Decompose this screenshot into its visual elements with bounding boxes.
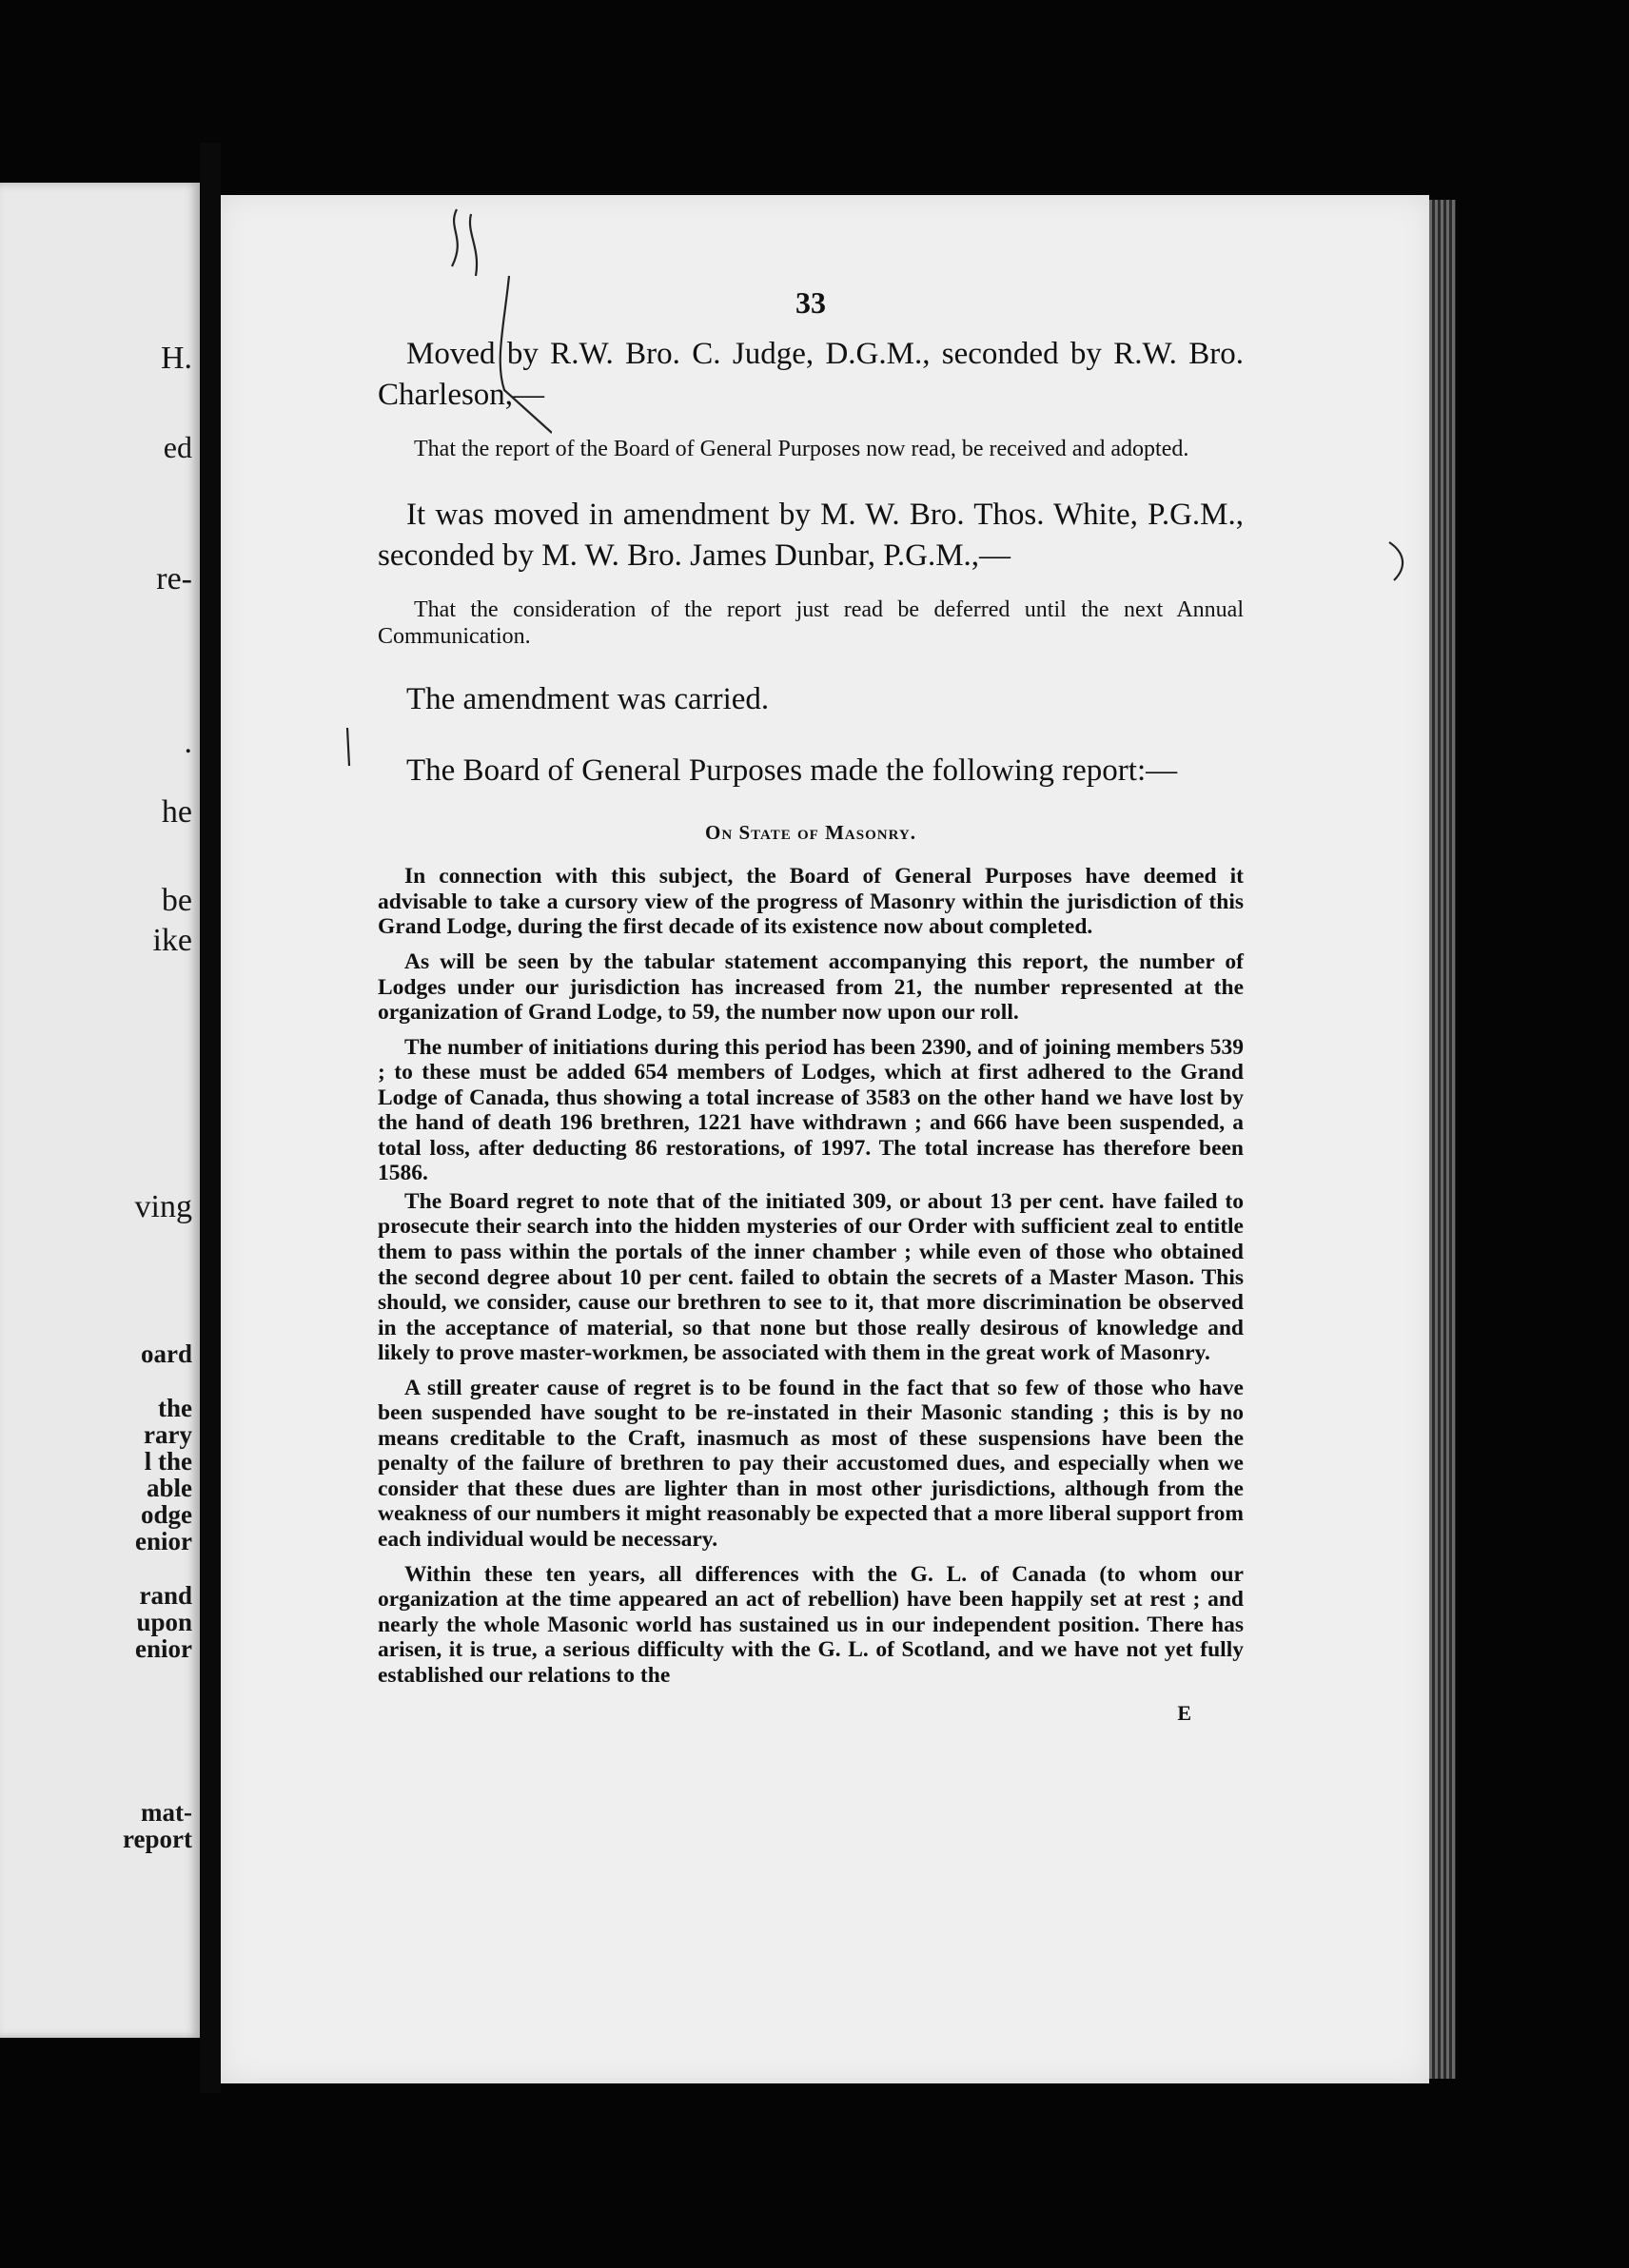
left-fragment: ed: [163, 430, 192, 464]
margin-tick-icon: [1384, 538, 1413, 585]
left-fragment: upon: [136, 1608, 192, 1636]
report-paragraph: In connection with this subject, the Board of General Purposes have deemed it advisable to take a cursory view of the progress of Masonry within the jurisdiction of this Grand Lodge, during the first decade of its existence now about completed.: [378, 864, 1244, 940]
left-fragment: rand: [139, 1581, 192, 1610]
left-fragment: l the: [144, 1447, 192, 1476]
report-paragraph: The number of initiations during this period has been 2390, and of joining members 539 ; to these must be added 654 members of Lodges, which at first adhered to the Grand Lodge of Canada, thus showing a total increase of 3583 on the other hand we have lost by the hand of death 196 brethren, 1221 have withdrawn ; and 666 have been suspended, a total loss, after deducting 86 restorations, of 1997. The total increase has therefore been 1586.: [378, 1034, 1244, 1186]
page-content: [378, 285, 1244, 1726]
left-fragment: .: [184, 725, 192, 760]
left-fragment: able: [146, 1474, 192, 1502]
left-fragment: mat-: [141, 1798, 192, 1827]
left-fragment: enior: [135, 1527, 192, 1555]
moved-statement: Moved by R.W. Bro. C. Judge, D.G.M., seconded by R.W. Bro. Charleson,—: [378, 337, 1244, 412]
left-fragment: re-: [156, 561, 192, 596]
page-edge-stack: [1429, 200, 1456, 2079]
report-paragraph: The Board regret to note that of the initiated 309, or about 13 per cent. have failed to prosecute their search into the hidden mysteries of our Order with sufficient zeal to entitle them to pass within the portals of the inner chamber ; while even of those who obtained the second degree about 10 per cent. failed to obtain the secrets of a Master Mason. This should, we consider, cause our brethren to see to it, that more discrimination be observed in the acceptance of material, so that none but those really desirous of knowledge and likely to prove master-workmen, be associated with them in the great work of Masonry.: [378, 1188, 1244, 1366]
page-gutter: [200, 143, 221, 2093]
pencil-mark-icon: [438, 200, 552, 438]
amendment-statement: It was moved in amendment by M. W. Bro. Thos. White, P.G.M., seconded by M. W. Bro. James Dunbar, P.G.M.,—: [378, 498, 1244, 574]
left-fragment: ike: [152, 923, 192, 958]
left-fragment: be: [161, 883, 192, 918]
signature-mark: E: [1177, 1701, 1191, 1726]
document-page: [221, 195, 1429, 2083]
amendment-result: The amendment was carried.: [406, 682, 770, 717]
amendment-motion-text: That the consideration of the report just read be deferred until the next Annual Communication.: [378, 597, 1244, 649]
left-fragment: report: [123, 1825, 192, 1853]
section-heading: On State of Masonry.: [705, 821, 916, 845]
left-fragment: H.: [160, 341, 192, 376]
left-fragment: oard: [141, 1339, 192, 1368]
left-fragment: he: [161, 794, 192, 830]
left-fragment: the: [158, 1394, 192, 1422]
report-paragraph: As will be seen by the tabular statement accompanying this report, the number of Lodges under our jurisdiction has increased from 21, the number represented at the organization of Grand Lodge, to 59, the number now upon our roll.: [378, 948, 1244, 1026]
report-paragraph: Within these ten years, all differences with the G. L. of Canada (to whom our organization at the time appeared an act of rebellion) have been happily set at rest ; and nearly the whole Masonic world has sustained us in our independent position. There has arisen, it is true, a serious difficulty with the G. L. of Scotland, and we have not yet fully established our relations to the: [378, 1561, 1244, 1688]
left-fragment: ving: [134, 1189, 192, 1224]
left-fragment: odge: [141, 1500, 192, 1529]
report-paragraph: A still greater cause of regret is to be found in the fact that so few of those who have been suspended have sought to be re-instated in their Masonic standing ; this is by no means creditable to the Craft, inasmuch as most of these suspensions have been the penalty of the failure of brethren to pay their accustomed dues, and especially when we consider that these dues are lighter than in most other jurisdictions, although from the weakness of our numbers it might reasonably be expected that a more liberal support from each individual would be necessary.: [378, 1375, 1244, 1553]
board-report-intro: The Board of General Purposes made the following report:—: [406, 753, 1178, 789]
margin-tick-icon: [338, 723, 357, 771]
motion-text: That the report of the Board of General Purposes now read, be received and adopted.: [414, 436, 1189, 461]
left-fragment: rary: [144, 1420, 192, 1449]
left-fragment: enior: [135, 1634, 192, 1663]
page-number: 33: [795, 285, 826, 320]
previous-page-fragment: [0, 183, 200, 2038]
